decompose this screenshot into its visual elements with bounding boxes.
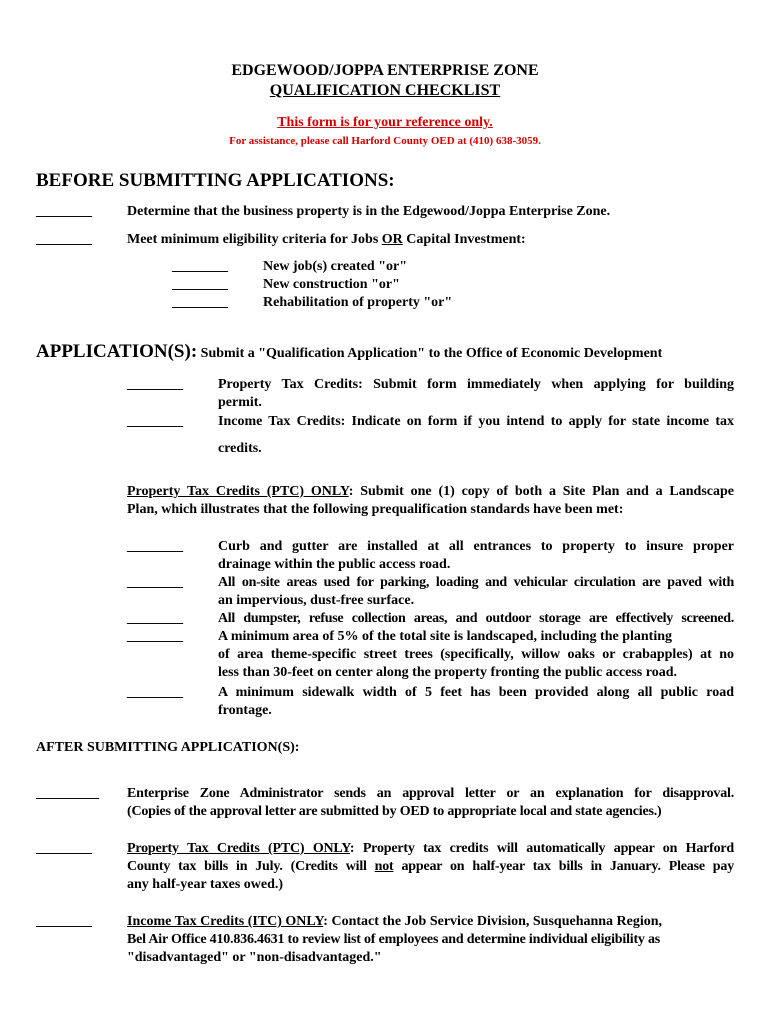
form-subtitle: QUALIFICATION CHECKLIST	[269, 82, 501, 99]
reference-notice: This form is for your reference only.	[277, 115, 493, 130]
checkbox-blank[interactable]: ________	[172, 295, 228, 310]
standard-landscape-line-1: A minimum area of 5% of the total site is landscaped, including the planting	[218, 629, 673, 644]
after-approval-line-1: Enterprise Zone Administrator sends an approval letter or an explanation for disapproval.	[127, 786, 734, 801]
checkbox-blank[interactable]: ________	[172, 259, 228, 274]
checkbox-blank[interactable]: ________	[127, 685, 183, 700]
criteria-construction: New construction "or"	[263, 277, 400, 292]
checkbox-blank[interactable]: _________	[36, 786, 99, 801]
ptc-line-1: Property Tax Credits: Submit form immediately when applying for building	[218, 377, 734, 392]
standard-landscape-line-2: of area theme-specific street trees (specifically, willow oaks or crabapples) at no	[218, 647, 734, 662]
after-ptc-line-3: any half-year taxes owed.)	[127, 877, 284, 892]
checkbox-blank[interactable]: ________	[36, 204, 92, 219]
checkbox-blank[interactable]: ________	[127, 629, 183, 644]
checkbox-blank[interactable]: ________	[127, 539, 183, 554]
after-heading: AFTER SUBMITTING APPLICATION(S):	[36, 740, 300, 755]
checkbox-blank[interactable]: ________	[127, 575, 183, 590]
after-itc-line-2: Bel Air Office 410.836.4631 to review list of employees and determine individual eligibility as	[127, 932, 661, 947]
after-itc-line-3: "disadvantaged" or "non-disadvantaged."	[127, 950, 382, 965]
criteria-rehabilitation: Rehabilitation of property "or"	[263, 295, 453, 310]
checkbox-blank[interactable]: ________	[36, 232, 92, 247]
ptc-only-line-2: Plan, which illustrates that the following prequalification standards have been met:	[127, 502, 624, 517]
standard-paving-line-1: All on-site areas used for parking, loading and vehicular circulation are paved with	[218, 575, 734, 590]
after-approval-line-2: (Copies of the approval letter are submitted by OED to appropriate local and state agencies.)	[127, 804, 662, 819]
form-title: EDGEWOOD/JOPPA ENTERPRISE ZONE	[231, 62, 539, 79]
standard-sidewalk-line-2: frontage.	[218, 703, 272, 718]
checkbox-blank[interactable]: ________	[36, 914, 92, 929]
checkbox-blank[interactable]: ________	[127, 377, 183, 392]
ptc-line-2: permit.	[218, 395, 262, 410]
checkbox-blank[interactable]: ________	[127, 414, 183, 429]
ptc-only-line-1: Property Tax Credits (PTC) ONLY: Submit one (1) copy of both a Site Plan and a Landscape	[127, 484, 734, 499]
standard-paving-line-2: an impervious, dust-free surface.	[218, 593, 415, 608]
after-ptc-line-1: Property Tax Credits (PTC) ONLY: Property tax credits will automatically appear on Harford	[127, 841, 734, 856]
itc-line-2: credits.	[218, 441, 262, 456]
before-item-eligibility: Meet minimum eligibility criteria for Jobs OR Capital Investment:	[127, 232, 526, 247]
checkbox-blank[interactable]: ________	[127, 611, 183, 626]
standard-landscape-line-3: less than 30-feet on center along the property fronting the public access road.	[218, 665, 677, 680]
itc-line-1: Income Tax Credits: Indicate on form if you intend to apply for state income tax	[218, 414, 734, 429]
application-heading: APPLICATION(S): Submit a "Qualification Application" to the Office of Economic Development	[36, 341, 663, 362]
criteria-jobs: New job(s) created "or"	[263, 259, 407, 274]
before-heading: BEFORE SUBMITTING APPLICATIONS:	[36, 170, 395, 191]
checkbox-blank[interactable]: ________	[172, 277, 228, 292]
checkbox-blank[interactable]: ________	[36, 841, 92, 856]
standard-screening: All dumpster, refuse collection areas, and outdoor storage are effectively screened.	[218, 611, 734, 626]
assistance-note: For assistance, please call Harford County OED at (410) 638-3059.	[229, 135, 541, 147]
after-ptc-line-2: County tax bills in July. (Credits will not appear on half-year tax bills in January. Please pay	[127, 859, 734, 874]
standard-curb-line-1: Curb and gutter are installed at all entrances to property to insure proper	[218, 539, 734, 554]
standard-curb-line-2: drainage within the public access road.	[218, 557, 451, 572]
standard-sidewalk-line-1: A minimum sidewalk width of 5 feet has been provided along all public road	[218, 685, 734, 700]
before-item-location: Determine that the business property is in the Edgewood/Joppa Enterprise Zone.	[127, 204, 611, 219]
after-itc-line-1: Income Tax Credits (ITC) ONLY: Contact the Job Service Division, Susquehanna Region,	[127, 914, 663, 929]
